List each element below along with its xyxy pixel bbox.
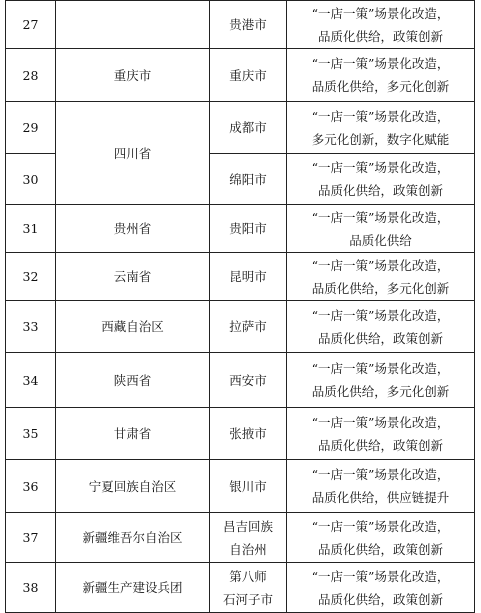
measure-line: 品质化供给，政策创新 xyxy=(317,183,443,198)
city-cell xyxy=(210,301,287,353)
province-cell: 新疆生产建设兵团 xyxy=(56,563,210,613)
city-line: 贵港市 xyxy=(229,17,267,32)
row-number: 38 xyxy=(6,563,56,613)
city-line: 拉萨市 xyxy=(229,319,267,334)
table-row xyxy=(6,460,475,513)
province-cell: 新疆维吾尔自治区 xyxy=(56,513,210,563)
table-row xyxy=(6,1,475,49)
city-line: 石河子市 xyxy=(222,591,273,607)
city-line: 昆明市 xyxy=(229,269,267,284)
measures-cell xyxy=(287,460,475,513)
measure-line: 品质化供给，政策创新 xyxy=(317,541,443,557)
city-line: 张掖市 xyxy=(229,426,267,441)
city-line: 绵阳市 xyxy=(229,171,267,187)
city-cell xyxy=(210,460,287,513)
city-line: 昌吉回族 xyxy=(222,518,273,534)
measures-cell xyxy=(287,49,475,102)
row-number: 34 xyxy=(6,353,56,408)
measures-cell xyxy=(287,1,475,49)
province-cell: 甘肃省 xyxy=(56,408,210,460)
table-row xyxy=(6,102,475,154)
measure-line: “一店一策”场景化改造， xyxy=(311,108,450,124)
province-cell: 云南省 xyxy=(56,253,210,301)
province-cell: 陕西省 xyxy=(56,353,210,408)
table-row xyxy=(6,205,475,253)
pilot-city-table xyxy=(5,0,475,613)
measures-cell xyxy=(287,353,475,408)
measure-line: “一店一策”场景化改造， xyxy=(311,307,450,323)
measure-line: “一店一策”场景化改造， xyxy=(311,5,450,21)
row-number: 32 xyxy=(6,253,56,301)
measure-line: 品质化供给，多元化创新 xyxy=(311,79,450,94)
measures-cell xyxy=(287,154,475,205)
city-line: 自治州 xyxy=(229,541,267,557)
row-number: 27 xyxy=(6,1,56,49)
measure-line: 品质化供给，政策创新 xyxy=(317,28,443,44)
row-number: 35 xyxy=(6,408,56,460)
measure-line: 品质化供给，供应链提升 xyxy=(311,490,450,505)
row-number: 29 xyxy=(6,102,56,154)
province-cell: 四川省 xyxy=(56,102,210,205)
city-line: 成都市 xyxy=(229,120,267,135)
measures-cell xyxy=(287,301,475,353)
city-cell xyxy=(210,154,287,205)
province-cell: 宁夏回族自治区 xyxy=(56,460,210,513)
measure-line: 品质化供给，多元化创新 xyxy=(311,384,450,399)
measures-cell xyxy=(287,563,475,613)
measures-cell xyxy=(287,408,475,460)
measure-line: 品质化供给，政策创新 xyxy=(317,437,443,453)
measures-cell xyxy=(287,102,475,154)
city-line: 重庆市 xyxy=(229,67,267,83)
city-line: 贵阳市 xyxy=(229,221,267,236)
city-cell xyxy=(210,353,287,408)
measures-cell xyxy=(287,513,475,563)
province-cell: 贵州省 xyxy=(56,205,210,253)
table-row xyxy=(6,563,475,613)
city-cell xyxy=(210,1,287,49)
city-line: 银川市 xyxy=(229,478,267,494)
city-cell xyxy=(210,205,287,253)
row-number: 31 xyxy=(6,205,56,253)
measures-cell xyxy=(287,253,475,301)
measure-line: “一店一策”场景化改造， xyxy=(311,56,450,71)
province-cell: 西藏自治区 xyxy=(56,301,210,353)
city-cell xyxy=(210,49,287,102)
measure-line: 品质化供给，政策创新 xyxy=(317,330,443,346)
measure-line: 品质化供给 xyxy=(349,232,412,248)
measure-line: “一店一策”场景化改造， xyxy=(311,414,450,430)
city-cell xyxy=(210,253,287,301)
measure-line: “一店一策”场景化改造， xyxy=(311,361,450,376)
table-row xyxy=(6,49,475,102)
measure-line: 多元化创新，数字化赋能 xyxy=(311,131,450,147)
city-cell xyxy=(210,102,287,154)
measure-line: “一店一策”场景化改造， xyxy=(311,257,450,273)
table-row xyxy=(6,408,475,460)
city-line: 西安市 xyxy=(229,372,267,388)
city-cell xyxy=(210,563,287,613)
row-number: 37 xyxy=(6,513,56,563)
city-cell xyxy=(210,513,287,563)
measure-line: “一店一策”场景化改造， xyxy=(311,518,450,534)
measure-line: 品质化供给，多元化创新 xyxy=(311,280,450,296)
table-row xyxy=(6,253,475,301)
measure-line: “一店一策”场景化改造， xyxy=(311,568,450,584)
row-number: 36 xyxy=(6,460,56,513)
measure-line: 品质化供给，政策创新 xyxy=(317,591,443,607)
row-number: 30 xyxy=(6,154,56,205)
measure-line: “一店一策”场景化改造， xyxy=(311,209,450,225)
table-row xyxy=(6,301,475,353)
province-cell xyxy=(56,1,210,49)
measures-cell xyxy=(287,205,475,253)
table-row xyxy=(6,353,475,408)
city-line: 第八师 xyxy=(229,568,267,584)
measure-line: “一店一策”场景化改造， xyxy=(311,160,450,175)
province-cell: 重庆市 xyxy=(56,49,210,102)
row-number: 28 xyxy=(6,49,56,102)
row-number: 33 xyxy=(6,301,56,353)
measure-line: “一店一策”场景化改造， xyxy=(311,467,450,482)
table-row xyxy=(6,513,475,563)
city-cell xyxy=(210,408,287,460)
